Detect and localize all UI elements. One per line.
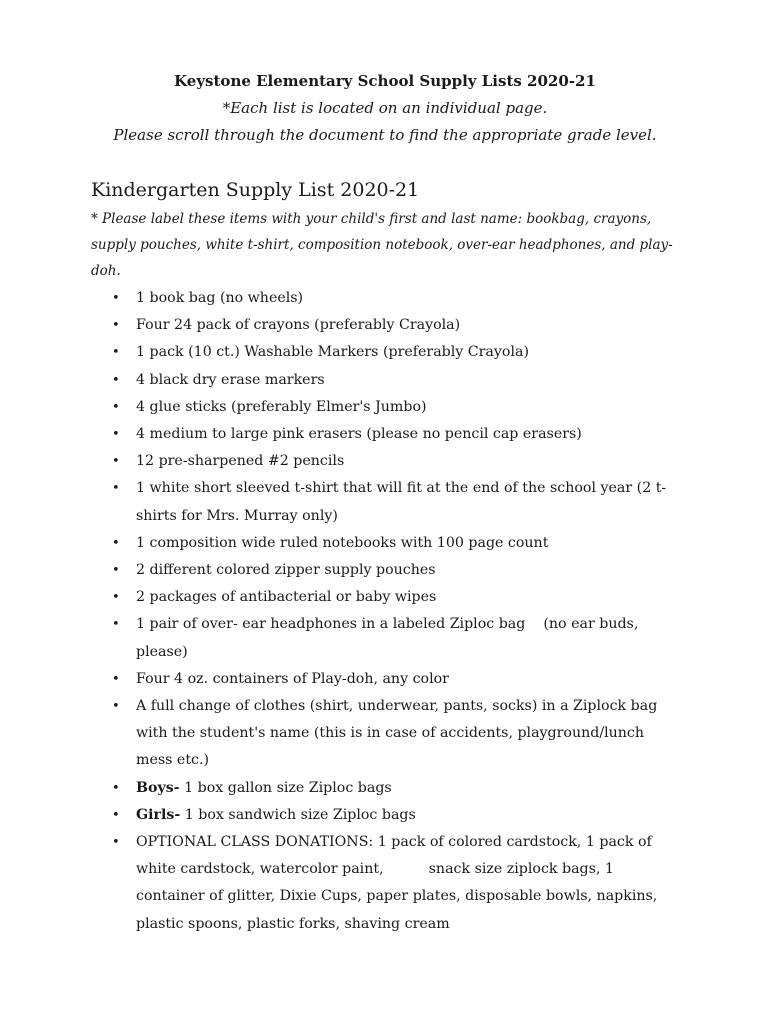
bullet-icon: • bbox=[112, 427, 120, 443]
list-item bbox=[110, 448, 680, 475]
list-item-text: 4 medium to large pink erasers (please no pencil cap erasers) bbox=[136, 426, 582, 443]
list-item-text: 1 white short sleeved t-shirt that will fit at the end of the school year (2 t-shirts for Mrs. Murray only) bbox=[136, 480, 667, 524]
list-item-text: 12 pre-sharpened #2 pencils bbox=[136, 453, 345, 470]
list-item-bold-label: Girls- bbox=[136, 806, 181, 823]
list-item-text: 1 book bag (no wheels) bbox=[136, 290, 304, 306]
bullet-icon: • bbox=[112, 535, 120, 551]
list-item-text: OPTIONAL CLASS DONATIONS: 1 pack of colored cardstock, 1 pack of white cardstock, watercolor paint, snack size ziplock bags, 1 container of glitter, Dixie Cups, paper plates, disposable bowls, napkins, plastic spoons, plastic forks, shaving cream bbox=[136, 834, 662, 932]
list-item-text: 1 pair of over- ear headphones in a labeled Ziploc bag (no ear buds, please) bbox=[136, 616, 643, 660]
bullet-icon: • bbox=[112, 481, 120, 497]
list-item-text: 1 box sandwich size Ziploc bags bbox=[180, 806, 416, 823]
document-note-2: Please scroll through the document to find the appropriate grade level. bbox=[113, 126, 657, 144]
bullet-icon: • bbox=[112, 318, 120, 334]
document-title: Keystone Elementary School Supply Lists 2020-21 bbox=[174, 72, 596, 90]
list-item-text: 2 packages of antibacterial or baby wipes bbox=[136, 589, 437, 606]
list-item-text: Four 4 oz. containers of Play-doh, any color bbox=[136, 670, 449, 687]
list-item bbox=[110, 285, 680, 312]
bullet-icon: • bbox=[112, 563, 120, 579]
list-item bbox=[110, 312, 680, 339]
list-item bbox=[110, 666, 680, 693]
list-item bbox=[110, 557, 680, 584]
list-item bbox=[110, 829, 680, 938]
list-item-text: 4 black dry erase markers bbox=[136, 371, 325, 388]
list-item-text: Four 24 pack of crayons (preferably Crayola) bbox=[136, 317, 461, 334]
kindergarten-heading: Kindergarten Supply List 2020-21 bbox=[91, 179, 420, 201]
bullet-icon: • bbox=[112, 835, 120, 851]
bullet-icon: • bbox=[112, 807, 120, 823]
list-item-bold-label: Boys- bbox=[136, 779, 180, 796]
list-item bbox=[110, 394, 680, 421]
list-item bbox=[110, 475, 680, 529]
list-item bbox=[110, 367, 680, 394]
list-item bbox=[110, 339, 680, 366]
bullet-icon: • bbox=[112, 399, 120, 415]
list-item bbox=[110, 421, 680, 448]
bullet-icon: • bbox=[112, 345, 120, 361]
list-item bbox=[110, 611, 680, 665]
bullet-icon: • bbox=[112, 671, 120, 687]
label-instructions: * Please label these items with your child's first and last name: bookbag, crayons, supply pouches, white t-shirt, composition notebook, over-ear headphones, and play-doh. bbox=[91, 211, 673, 279]
bullet-icon: • bbox=[112, 454, 120, 470]
bullet-icon: • bbox=[112, 699, 120, 715]
list-item-text: 1 box gallon size Ziploc bags bbox=[179, 779, 392, 796]
bullet-icon: • bbox=[112, 617, 120, 633]
list-item-text: 2 different colored zipper supply pouches bbox=[136, 562, 436, 579]
bullet-icon: • bbox=[112, 372, 120, 388]
bullet-icon: • bbox=[112, 590, 120, 606]
document-note-1: *Each list is located on an individual page. bbox=[222, 99, 548, 117]
document-header bbox=[0, 68, 770, 149]
list-item bbox=[110, 584, 680, 611]
list-item-text: 1 pack (10 ct.) Washable Markers (preferably Crayola) bbox=[136, 344, 529, 361]
bullet-icon: • bbox=[112, 291, 120, 306]
list-item-text: 1 composition wide ruled notebooks with 100 page count bbox=[136, 534, 549, 551]
list-item bbox=[110, 693, 680, 775]
list-item bbox=[110, 775, 680, 802]
list-item-text: A full change of clothes (shirt, underwear, pants, socks) in a Ziplock bag with the student's name (this is in case of accidents, playground/lunch mess etc.) bbox=[136, 698, 662, 769]
list-item bbox=[110, 530, 680, 557]
list-item bbox=[110, 802, 680, 829]
bullet-icon: • bbox=[112, 780, 120, 796]
supply-list bbox=[110, 285, 680, 938]
list-item-text: 4 glue sticks (preferably Elmer's Jumbo) bbox=[136, 398, 427, 415]
